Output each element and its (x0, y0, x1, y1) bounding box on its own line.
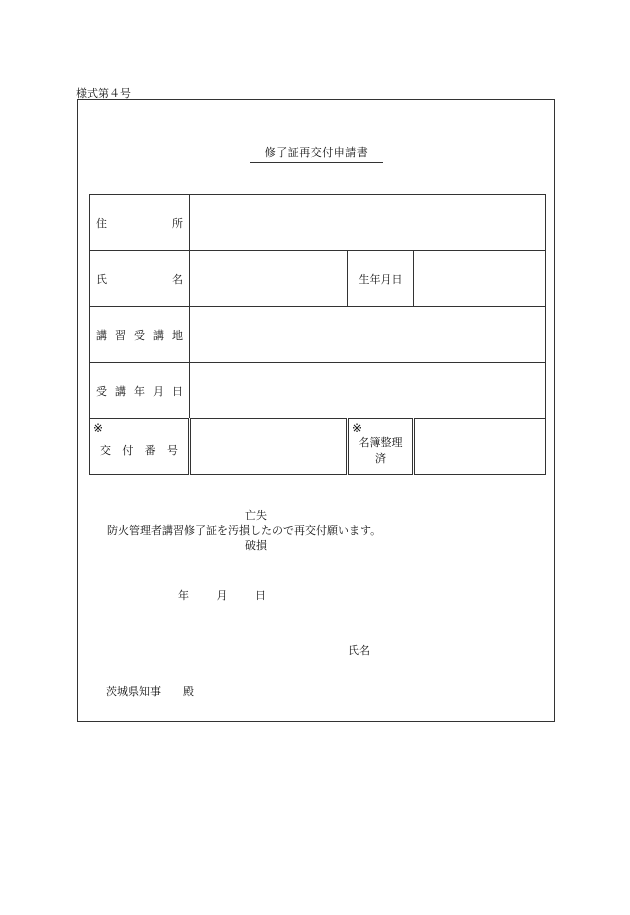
date-line (178, 587, 290, 603)
signature-label: 氏名 (348, 644, 370, 657)
note-mark: ※ (93, 421, 104, 435)
addressee-honorific: 殿 (183, 685, 194, 698)
address-field[interactable] (190, 195, 546, 251)
course-date-row (90, 363, 546, 419)
issue-row (90, 419, 546, 475)
form-title: 修了証再交付申請書 (250, 144, 383, 163)
course-location-row (90, 307, 546, 363)
name-label: 氏 名 (90, 251, 190, 307)
day-label: 日 (255, 589, 266, 602)
name-row (90, 251, 546, 307)
option-lost: 亡失 (245, 509, 267, 522)
note-mark: ※ (352, 421, 363, 435)
issue-number-field[interactable] (190, 419, 348, 475)
registry-field[interactable] (414, 419, 546, 475)
course-date-label: 受 講 年 月 日 (90, 363, 190, 419)
birthdate-label: 生年月日 (348, 251, 414, 307)
application-table (89, 194, 546, 475)
course-date-field[interactable] (190, 363, 546, 419)
birthdate-field[interactable] (414, 251, 546, 307)
notice-statement: 防火管理者講習修了証を汚損したので再交付願います。 (107, 524, 382, 537)
form-number: 様式第４号 (76, 87, 131, 100)
name-field[interactable] (190, 251, 348, 307)
month-label: 月 (216, 589, 228, 602)
issue-number-label: ※ 交 付 番 号 (90, 419, 190, 475)
year-label: 年 (178, 589, 189, 602)
addressee (106, 683, 194, 699)
address-label: 住 所 (90, 195, 190, 251)
option-damaged: 破損 (245, 539, 267, 552)
notice-text (107, 508, 381, 553)
address-row (90, 195, 546, 251)
course-location-field[interactable] (190, 307, 546, 363)
registry-label: ※ 名簿整理済 (348, 419, 414, 475)
course-location-label: 講 習 受 講 地 (90, 307, 190, 363)
addressee-name: 茨城県知事 (106, 685, 161, 698)
